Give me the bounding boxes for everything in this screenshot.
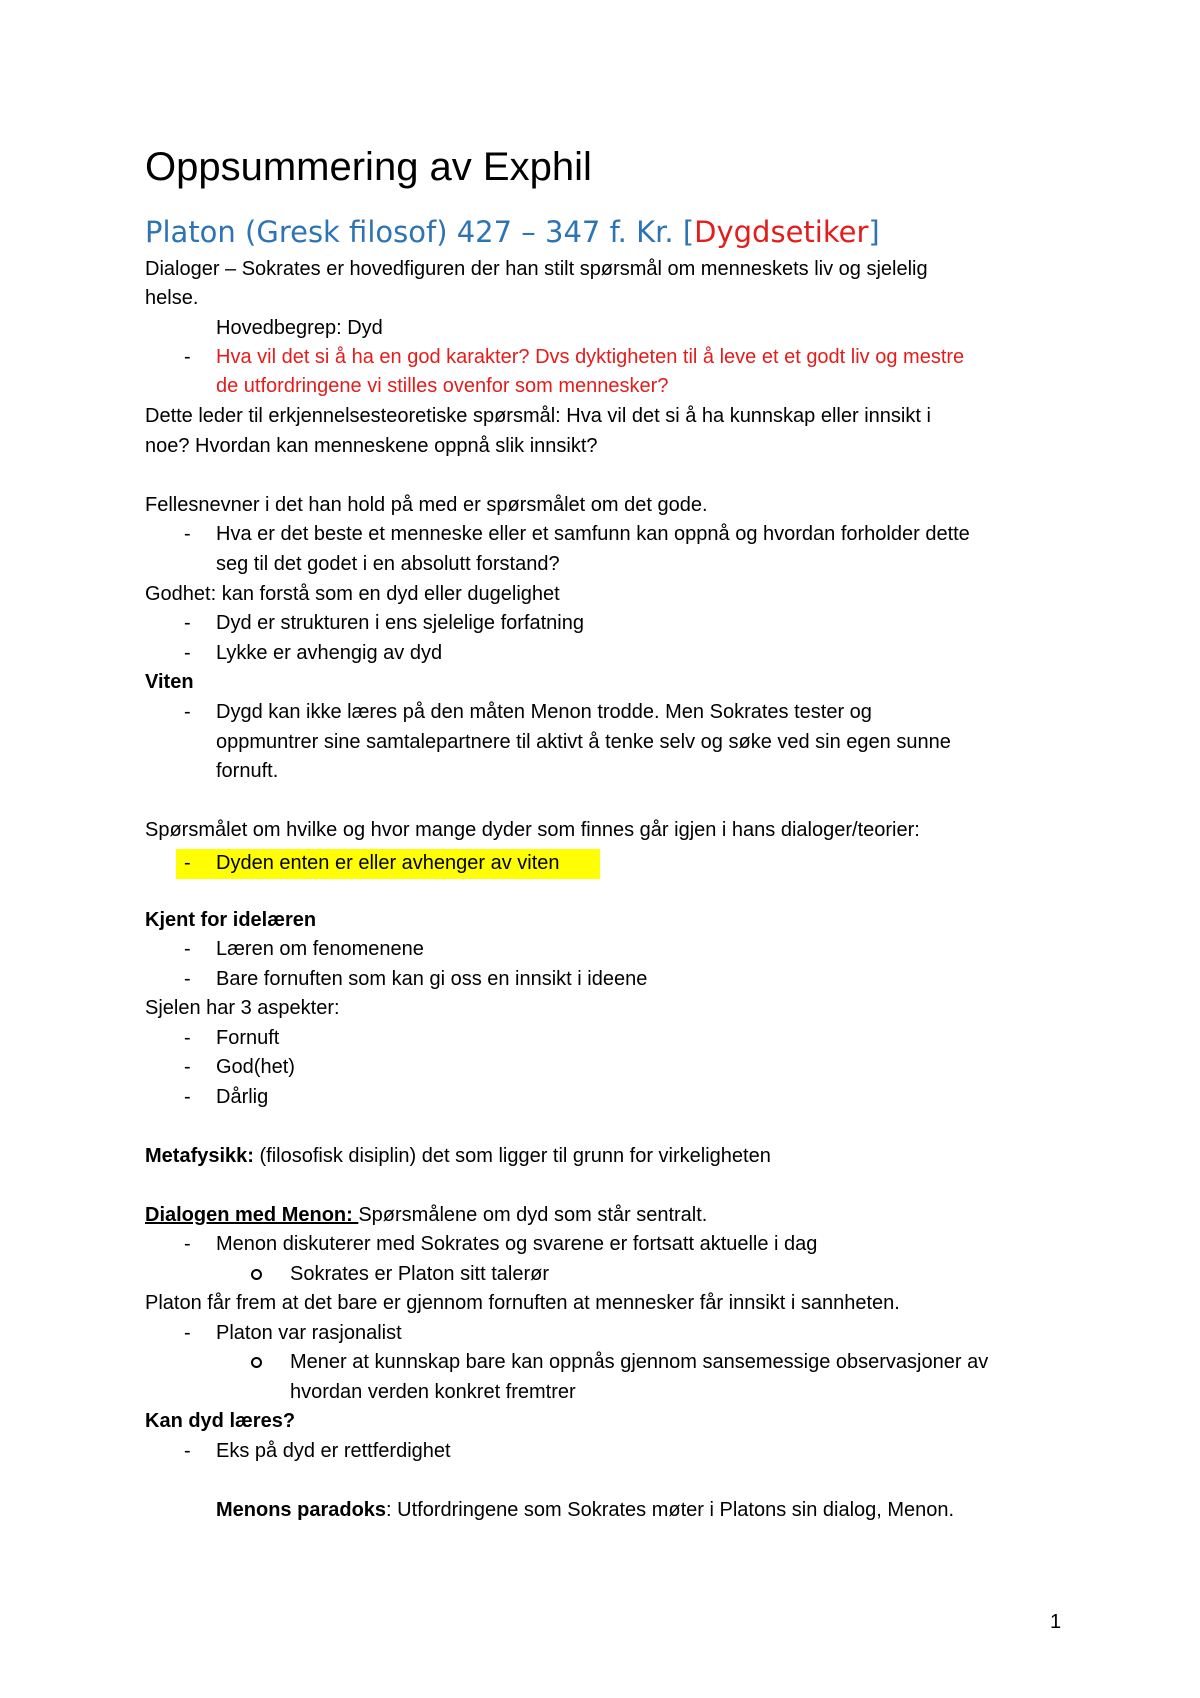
text-line: Dialoger – Sokrates er hovedfiguren der han stilt spørsmål om menneskets liv og sjelelig (145, 258, 928, 280)
term-definition: Spørsmålene om dyd som står sentralt. (358, 1204, 708, 1226)
text-line-highlighted: Dyden enten er eller avhenger av viten (216, 852, 560, 874)
text-line-bold: Viten (145, 671, 194, 693)
term-definition: : Utfordringene som Sokrates møter i Platons sin dialog, Menon. (386, 1499, 955, 1521)
text-line: Fornuft (216, 1027, 280, 1049)
bullet-dash: - (184, 642, 191, 664)
heading-highlight: Dygdsetiker (694, 215, 869, 249)
text-line: Dette leder til erkjennelsesteoretiske spørsmål: Hva vil det si å ha kunnskap eller innsikt i (145, 405, 931, 427)
text-line: Hva vil det si å ha en god karakter? Dvs dyktigheten til å leve et et godt liv og mestre (216, 346, 965, 368)
bullet-dash: - (184, 1233, 191, 1255)
bullet-circle (251, 1357, 262, 1368)
text-line: helse. (145, 287, 199, 309)
bullet-dash: - (184, 1027, 191, 1049)
text-line: Platon var rasjonalist (216, 1322, 402, 1344)
text-line: Hva er det beste et menneske eller et samfunn kan oppnå og hvordan forholder dette (216, 523, 970, 545)
bullet-dash: - (184, 1086, 191, 1108)
bullet-dash: - (184, 612, 191, 634)
heading-main: Platon (Gresk filosof) 427 – 347 f. Kr. [ (145, 215, 695, 249)
text-line: Hovedbegrep: Dyd (216, 317, 383, 339)
text-line: noe? Hvordan kan menneskene oppnå slik innsikt? (145, 435, 598, 457)
bullet-dash: - (184, 346, 191, 368)
term-dialogen-med-menon: Dialogen med Menon: (145, 1204, 359, 1226)
term-metafysikk: Metafysikk: (145, 1145, 254, 1167)
bullet-dash: - (184, 701, 191, 723)
text-line: Dygd kan ikke læres på den måten Menon trodde. Men Sokrates tester og (216, 701, 872, 723)
text-line-bold: Kjent for idelæren (145, 909, 317, 931)
term-definition: (filosofisk disiplin) det som ligger til grunn for virkeligheten (253, 1145, 771, 1167)
text-line: God(het) (216, 1056, 295, 1078)
text-line: Spørsmålet om hvilke og hvor mange dyder som finnes går igjen i hans dialoger/teorier: (145, 819, 920, 841)
text-line (145, 1142, 771, 1170)
text-line: fornuft. (216, 760, 279, 782)
text-line (216, 1496, 954, 1524)
bullet-dash: - (184, 1322, 191, 1344)
text-line: Menon diskuterer med Sokrates og svarene er fortsatt aktuelle i dag (216, 1233, 818, 1255)
text-line: de utfordringene vi stilles ovenfor som mennesker? (216, 375, 669, 397)
document-title: Oppsummering av Exphil (145, 145, 592, 189)
text-line: oppmuntrer sine samtalepartnere til aktivt å tenke selv og søke ved sin egen sunne (216, 731, 951, 753)
bullet-dash: - (184, 852, 191, 874)
bullet-dash: - (184, 1056, 191, 1078)
text-line: Platon får frem at det bare er gjennom fornuften at mennesker får innsikt i sannheten. (145, 1292, 900, 1314)
text-line: hvordan verden konkret fremtrer (290, 1381, 576, 1403)
text-line: Sjelen har 3 aspekter: (145, 997, 340, 1019)
text-line: Fellesnevner i det han hold på med er spørsmålet om det gode. (145, 494, 708, 516)
bullet-dash: - (184, 523, 191, 545)
text-line: Dyd er strukturen i ens sjelelige forfatning (216, 612, 584, 634)
text-line: Mener at kunnskap bare kan oppnås gjennom sansemessige observasjoner av (290, 1351, 989, 1373)
bullet-dash: - (184, 938, 191, 960)
heading-end: ] (868, 215, 880, 249)
bullet-dash: - (184, 968, 191, 990)
bullet-dash: - (184, 1440, 191, 1462)
text-line (145, 1201, 707, 1229)
text-line: seg til det godet i en absolutt forstand? (216, 553, 560, 575)
bullet-circle (251, 1269, 262, 1280)
text-line: Bare fornuften som kan gi oss en innsikt i ideene (216, 968, 648, 990)
text-line: Lykke er avhengig av dyd (216, 642, 443, 664)
text-line: Dårlig (216, 1086, 269, 1108)
term-menons-paradoks: Menons paradoks (216, 1499, 387, 1521)
section-heading-platon (145, 214, 880, 250)
text-line-bold: Kan dyd læres? (145, 1410, 296, 1432)
text-line: Sokrates er Platon sitt talerør (290, 1263, 549, 1285)
page-number: 1 (1050, 1611, 1062, 1633)
text-line: Eks på dyd er rettferdighet (216, 1440, 451, 1462)
text-line: Godhet: kan forstå som en dyd eller dugelighet (145, 583, 560, 605)
text-line: Læren om fenomenene (216, 938, 424, 960)
